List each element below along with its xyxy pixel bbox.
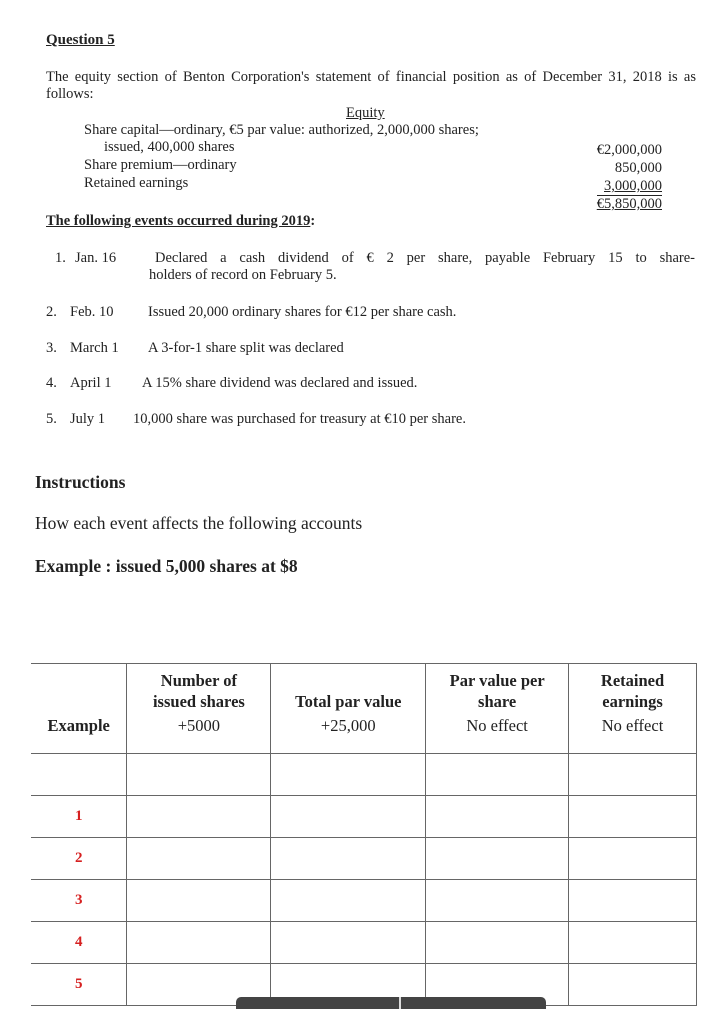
table-cell[interactable] [127,796,271,838]
table-cell[interactable] [127,880,271,922]
events-heading-colon: : [310,213,316,229]
table-cell[interactable] [127,922,271,964]
table-cell [31,754,127,796]
row-number: 2 [31,838,127,880]
table-cell[interactable] [569,754,697,796]
example-row-label: Example [31,712,127,754]
table-cell[interactable] [569,880,697,922]
example-retained-earnings: No effect [569,712,697,754]
equity-heading: Equity [346,105,385,121]
equity-line-retained-earnings: Retained earnings [84,175,189,191]
header-part: earnings [602,692,663,711]
header-par-value-per-share [426,664,569,713]
event-3-date: March 1 [70,340,119,356]
table-cell[interactable] [426,754,569,796]
table-row [31,922,697,964]
equity-value-share-premium: 850,000 [614,160,662,176]
header-part: share [478,692,517,711]
event-1-number: 1. [55,250,66,266]
header-part: Total par value [295,692,402,711]
example-total-par-value: +25,000 [271,712,426,754]
event-5-number: 5. [46,411,57,427]
table-cell[interactable] [426,796,569,838]
table-cell[interactable] [127,838,271,880]
event-2-date: Feb. 10 [70,304,114,320]
question-title: Question 5 [46,32,115,48]
equity-line-share-premium: Share premium—ordinary [84,157,237,173]
table-cell[interactable] [271,880,426,922]
table-row-blank [31,754,697,796]
event-5-date: July 1 [70,411,106,427]
events-heading [46,213,315,230]
header-part: issued shares [152,692,245,711]
table-cell[interactable] [127,754,271,796]
event-4-date: April 1 [70,375,112,391]
table-cell[interactable] [569,796,697,838]
table-cell[interactable] [569,838,697,880]
row-number: 4 [31,922,127,964]
bottom-scroll-bar[interactable] [236,997,546,1009]
table-cell[interactable] [569,964,697,1006]
table-cell[interactable] [271,796,426,838]
event-5-text: 10,000 share was purchased for treasury at €10 per share. [133,411,466,427]
table-cell[interactable] [426,838,569,880]
event-2-number: 2. [46,304,57,320]
event-1-text-cont: holders of record on February 5. [149,267,337,283]
example-par-value-per-share: No effect [426,712,569,754]
bottom-bar-divider [399,997,401,1009]
question-intro: The equity section of Benton Corporation's statement of financial position as of December 31, 2018 is as follows: [46,69,696,102]
equity-value-retained-earnings: 3,000,000 [604,178,662,194]
event-1-date: Jan. 16 [75,250,117,266]
table-cell[interactable] [426,922,569,964]
equity-line-issued: issued, 400,000 shares [104,139,235,155]
table-cell[interactable] [271,754,426,796]
table-example-row [31,712,697,754]
instructions-text: How each event affects the following accounts [35,513,363,533]
header-total-par-value [271,664,426,713]
table-row [31,880,697,922]
accounts-effect-table [31,663,697,1006]
instructions-example: Example : issued 5,000 shares at $8 [35,556,298,576]
equity-line-share-capital: Share capital—ordinary, €5 par value: authorized, 2,000,000 shares; [84,122,479,138]
table-header-blank [31,664,127,713]
header-number-of-issued-shares [127,664,271,713]
header-part: Par value per [449,671,545,690]
table-cell[interactable] [426,880,569,922]
row-number: 5 [31,964,127,1006]
table-row [31,838,697,880]
header-part: Retained [600,671,665,690]
header-part: Number of [160,671,238,690]
event-2-text: Issued 20,000 ordinary shares for €12 per share cash. [148,304,457,320]
event-4-text: A 15% share dividend was declared and issued. [142,375,418,391]
table-cell[interactable] [569,922,697,964]
table-cell[interactable] [271,838,426,880]
table-header-row [31,664,697,713]
events-heading-text: The following events occurred during 2019 [46,213,311,229]
header-retained-earnings [569,664,697,713]
equity-value-share-capital: €2,000,000 [596,142,662,158]
event-1-text: Declared a cash dividend of € 2 per share, payable February 15 to share- [155,250,695,266]
event-3-text: A 3-for-1 share split was declared [148,340,344,356]
event-4-number: 4. [46,375,57,391]
table-row [31,796,697,838]
table-cell[interactable] [271,922,426,964]
row-number: 1 [31,796,127,838]
event-3-number: 3. [46,340,57,356]
instructions-heading: Instructions [35,472,126,492]
equity-total: €5,850,000 [596,196,662,212]
example-issued-shares: +5000 [127,712,271,754]
row-number: 3 [31,880,127,922]
